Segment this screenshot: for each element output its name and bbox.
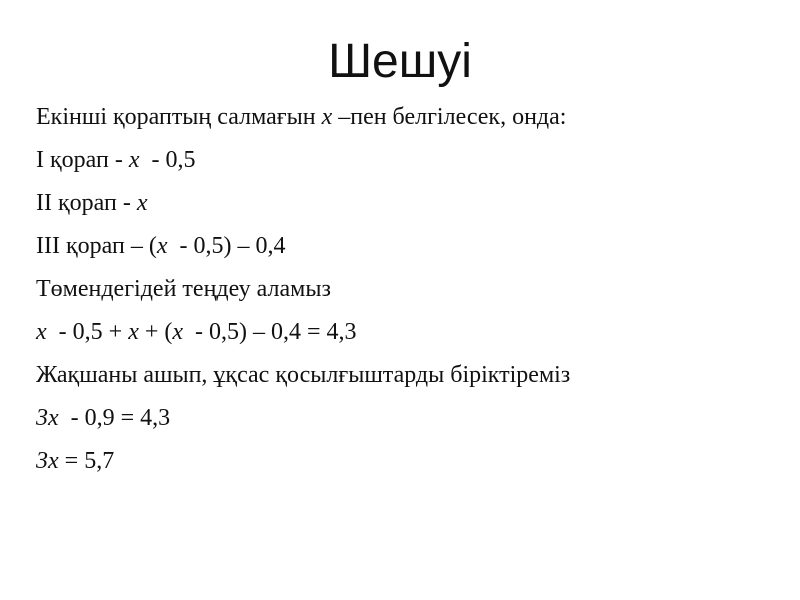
line-text: - 0,5) – 0,4 bbox=[167, 233, 286, 259]
slide-title: Шешуі bbox=[328, 35, 472, 88]
line-text: + ( bbox=[138, 319, 173, 345]
variable-text: x bbox=[136, 190, 148, 216]
variable-text: x bbox=[172, 319, 184, 345]
simplified-equation-line bbox=[36, 397, 776, 440]
equation-line bbox=[36, 311, 776, 354]
line-text: = 5,7 bbox=[58, 448, 115, 474]
intro-line bbox=[36, 96, 776, 139]
slide-body bbox=[36, 96, 776, 483]
line-text: - 0,5) – 0,4 = 4,3 bbox=[183, 319, 357, 345]
equation-intro-line bbox=[36, 268, 776, 311]
simplify-line bbox=[36, 354, 776, 397]
line-text: I қорап - bbox=[36, 147, 129, 173]
variable-text: x bbox=[36, 319, 47, 345]
variable-text: x bbox=[128, 147, 140, 173]
variable-text: x bbox=[321, 104, 333, 130]
line-text: Екінші қораптың салмағын bbox=[36, 104, 322, 130]
variable-text: 3x bbox=[36, 405, 59, 431]
line-text: Төмендегідей теңдеу аламыз bbox=[36, 276, 331, 302]
line-text: II қорап - bbox=[36, 190, 137, 216]
result-line bbox=[36, 440, 776, 483]
box-three-line bbox=[36, 225, 776, 268]
box-two-line bbox=[36, 182, 776, 225]
line-text: Жақшаны ашып, ұқсас қосылғыштарды біріктіреміз bbox=[36, 362, 571, 388]
variable-text: x bbox=[156, 233, 168, 259]
variable-text: x bbox=[128, 319, 139, 345]
line-text: - 0,5 + bbox=[46, 319, 129, 345]
line-text: - 0,9 = 4,3 bbox=[58, 405, 171, 431]
variable-text: 3x bbox=[36, 448, 59, 474]
line-text: - 0,5 bbox=[139, 147, 196, 173]
box-one-line bbox=[36, 139, 776, 182]
line-text: –пен белгілесек, онда: bbox=[332, 104, 567, 130]
line-text: III қорап – ( bbox=[36, 233, 157, 259]
